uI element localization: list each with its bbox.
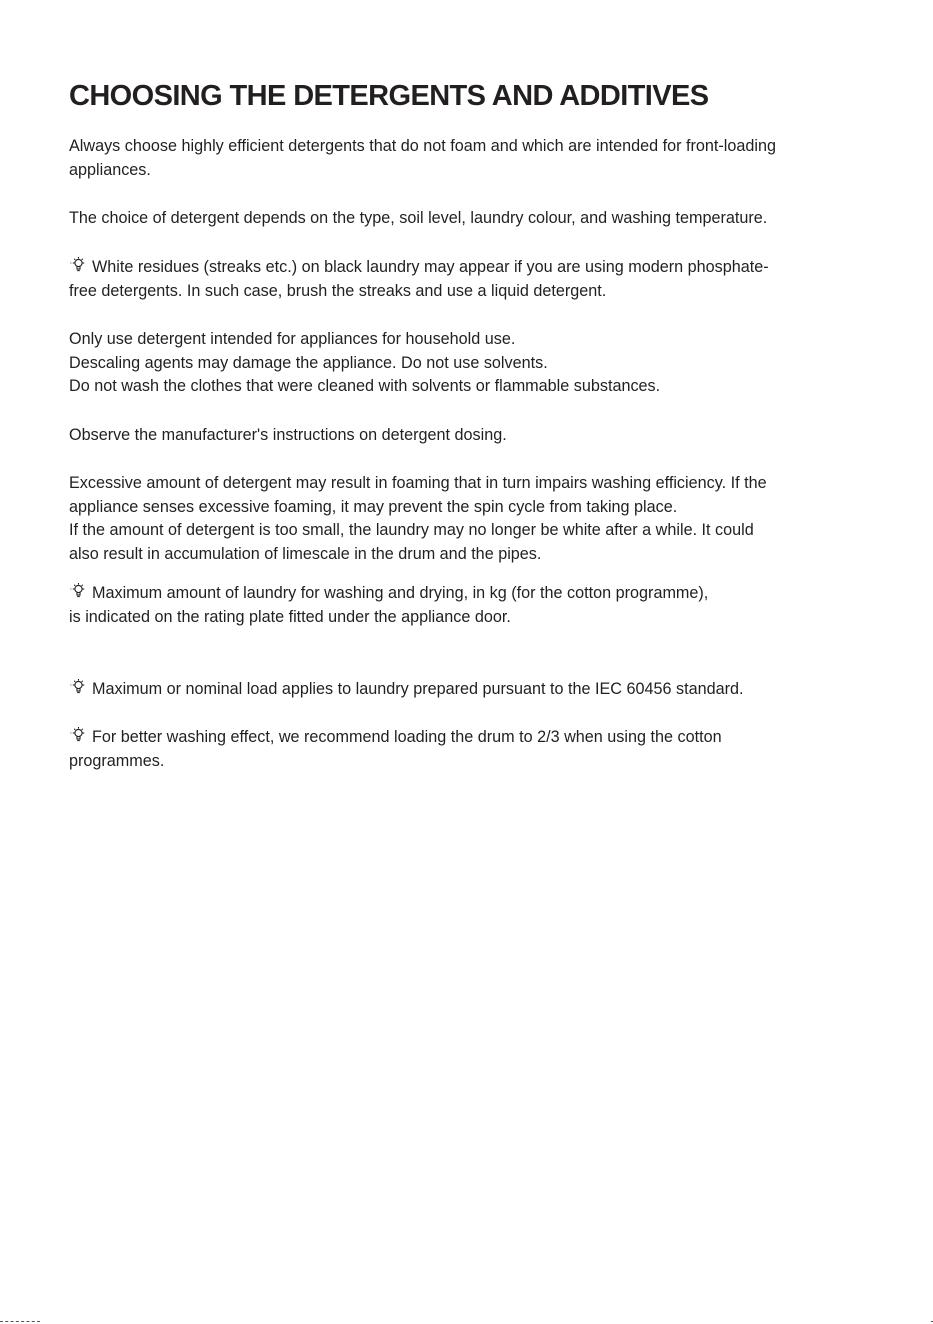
tip-line: Maximum amount of laundry for washing and drying, in kg (for the cotton programme), [92,584,709,602]
paragraph-detergent-factors [69,207,859,231]
paragraph-line: also result in accumulation of limescale in the drum and the pipes. [69,544,542,563]
tip-line: White residues (streaks etc.) on black laundry may appear if you are using modern phosphate- [92,258,769,276]
paragraph-household-use [69,328,859,399]
paragraph-line: Descaling agents may damage the appliance. Do not use solvents. [69,353,548,372]
lightbulb-icon [69,582,88,600]
paragraph-line: Do not wash the clothes that were cleaned with solvents or flammable substances. [69,377,661,395]
paragraph-line: Only use detergent intended for appliances for household use. [69,330,516,348]
tip-nominal-load [69,678,859,702]
lightbulb-icon [69,256,88,274]
paragraph-line: If the amount of detergent is too small, the laundry may no longer be white after a while. It could [69,521,754,539]
lightbulb-icon [69,678,88,696]
tip-white-residues [69,256,859,303]
paragraph-line: Observe the manufacturer's instructions on detergent dosing. [69,426,507,444]
paragraph-line: Always choose highly efficient detergents that do not foam and which are intended for front-loading [69,137,776,155]
paragraph-detergent-amount [69,472,859,566]
tip-line: Maximum or nominal load applies to laundry prepared pursuant to the IEC 60456 standard. [92,680,744,698]
paragraph-line: The choice of detergent depends on the type, soil level, laundry colour, and washing temperature. [69,209,768,227]
paragraph-line: programmes. [69,751,165,770]
paragraph-line: appliance senses excessive foaming, it may prevent the spin cycle from taking place. [69,497,678,516]
paragraph-line: free detergents. In such case, brush the streaks and use a liquid detergent. [69,281,607,300]
tip-line: For better washing effect, we recommend loading the drum to 2/3 when using the cotton [92,728,722,746]
page-title: CHOOSING THE DETERGENTS AND ADDITIVES [69,80,709,112]
tip-maximum-amount [69,582,859,629]
paragraph-line: appliances. [69,160,151,179]
paragraph-dosing [69,424,859,448]
paragraph-detergent-choice [69,135,859,182]
lightbulb-icon [69,726,88,744]
tip-drum-loading [69,726,859,773]
paragraph-line: is indicated on the rating plate fitted under the appliance door. [69,607,511,626]
page-edge-mark [0,1320,40,1322]
paragraph-line: Excessive amount of detergent may result in foaming that in turn impairs washing efficiency. If the [69,474,767,492]
